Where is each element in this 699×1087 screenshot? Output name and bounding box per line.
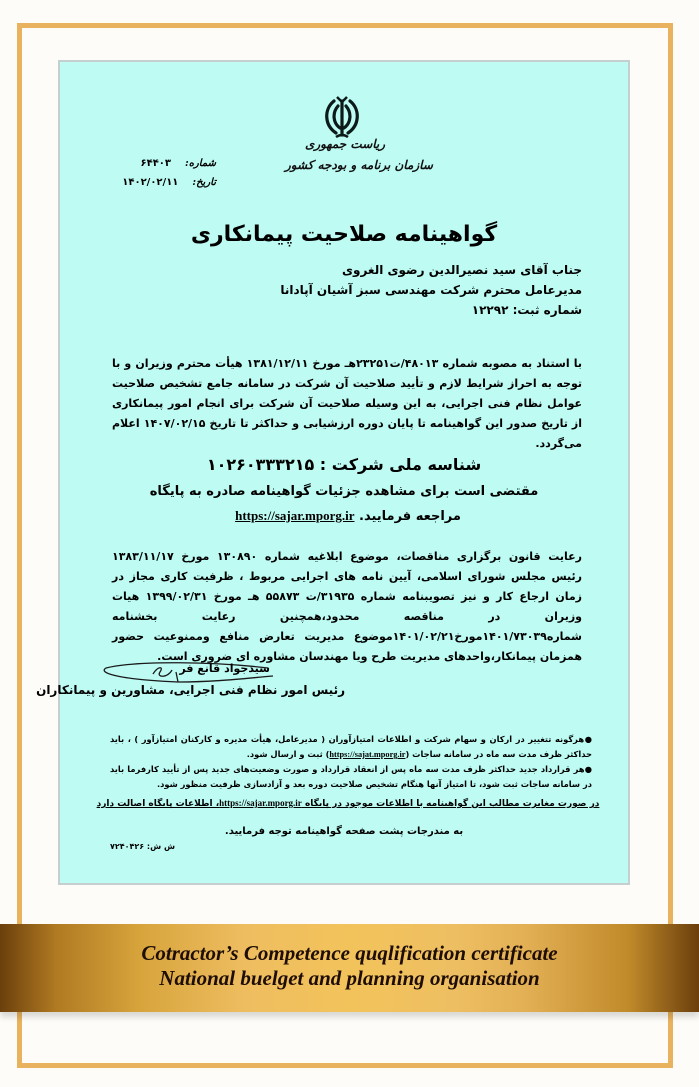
document-title: گواهینامه صلاحیت پیمانکاری — [190, 222, 498, 247]
date-value: ۱۴۰۲/۰۲/۱۱ — [122, 177, 179, 188]
org-name: سازمان برنامه و بودجه کشور — [285, 158, 433, 172]
authenticity-warning — [80, 798, 616, 809]
letter-number — [140, 158, 216, 169]
iran-emblem-icon — [320, 93, 364, 141]
signer-title: رئیس امور نظام فنی اجرایی، مشاورین و پیمانکاران — [36, 683, 345, 697]
compliance-paragraph: رعایت قانون برگزاری مناقصات، موضوع ابلاغیه شماره ۱۳۰۸۹۰ مورخ ۱۳۸۳/۱۱/۱۷ رئیس مجلس شورای اسلامی، آیین نامه های اجرایی مربوط ، ظرفیت کاری مجاز در زمان ارجاع کار و نیز تصویبنامه شماره ۳۱۹۳۵/ت ۵۵۸۷۳ هـ مورخ ۱۳۹۹/۰۲/۳۱ هیات وزیران در مناقصه محدود،همچنین رعایت بخشنامه شماره۱۴۰۱/۷۳۰۳۹مورخ۱۴۰۱/۰۲/۲۱موضوع مدیریت تعارض منافع وممنوعیت حضور همزمان پیمانکار،واحدهای مدیریت طرح ویا مهندسان مشاوره ای ضروری است. — [112, 550, 583, 663]
note-1-text: ●هرگونه تتغییر در ارکان و سهام شرکت و اطلاعات امتیازآوران ( مدیرعامل، هیأت مدیره و کارکنان امتیازآور ) ، باید حداکثر ظرف مدت سه ماه در سامانه ساجات ( — [110, 734, 592, 759]
number-value: ۶۴۴۰۳ — [140, 158, 172, 169]
reference-instruction: مقتضی است برای مشاهده جزئیات گواهینامه صادره به پایگاه — [149, 484, 539, 499]
banner-title: Cotractor’s Competence quqlification certificate — [141, 941, 558, 965]
back-page-note: به مندرجات پشت صفحه گواهینامه توجه فرمایید. — [224, 826, 464, 837]
banner-subtitle: National buelget and planning organisation — [159, 966, 540, 990]
warning-text: در صورت مغایرت مطالب این گواهینامه با اطلاعات موجود در پایگاه — [304, 799, 600, 809]
note-1-suffix: ) ثبت و ارسال شود. — [246, 749, 330, 759]
org-presidency: ریاست جمهوری — [304, 137, 386, 151]
sajat-link[interactable]: https://sajat.mporg.ir — [329, 750, 406, 759]
signer-name: سیدجواد قانع فر — [179, 662, 270, 675]
caption-banner — [0, 924, 699, 1012]
notes-block — [110, 732, 592, 792]
addressee-company: مدیرعامل محترم شرکت مهندسی سبز آشیان آپادانا — [280, 283, 582, 297]
registration-number: شماره ثبت: ۱۲۲۹۲ — [471, 303, 582, 317]
sajar-link[interactable]: https://sajar.mporg.ir — [235, 508, 355, 523]
date-label: تاریخ: — [192, 177, 216, 188]
reference-suffix: مراجعه فرمایید. — [359, 509, 461, 524]
reference-link-line — [58, 508, 630, 524]
warning-suffix: ، اطلاعات پایگاه اصالت دارد — [96, 799, 220, 809]
note-2: ●هر قرارداد جدید حداکثر ظرف مدت سه ماه پس از انعقاد قرارداد و صورت وضعیت‌های جدید پس از تأیید کارفرما باید در سامانه ساجات ثبت شود، تا امتیاز آنها هنگام تشخیص صلاحیت دوره بعد و آزادسازی ظرفیت منظور شود. — [110, 764, 592, 789]
certification-paragraph: با استناد به مصوبه شماره ۴۸۰۱۳/ت۲۳۲۵۱هـ مورخ ۱۳۸۱/۱۲/۱۱ هیأت محترم وزیران و با توجه به احراز شرایط لازم و تأیید صلاحیت آن شرکت در سامانه جامع تشخیص صلاحیت عوامل نظام فنی اجرایی، به این وسیله صلاحیت آن شرکت برای انجام امور پیمانکاری از تاریخ صدور این گواهینامه تا پایان دوره ارزشیابی و حداکثر تا تاریخ ۱۴۰۷/۰۲/۱۵ اعلام می‌گردد. — [112, 357, 583, 450]
company-national-id: شناسه ملی شرکت : ۱۰۲۶۰۳۳۳۲۱۵ — [206, 455, 482, 474]
serial-number: ش ش: ۷۲۴۰۴۲۶ — [109, 842, 175, 851]
number-label: شماره: — [185, 158, 216, 169]
letter-date — [122, 177, 216, 188]
warning-sajar-link[interactable]: https://sajar.mporg.ir — [219, 798, 302, 808]
addressee-name: جناب آقای سید نصیرالدین رضوی الغروی — [342, 263, 582, 277]
note-1 — [110, 732, 592, 762]
addressee-block — [280, 260, 582, 320]
